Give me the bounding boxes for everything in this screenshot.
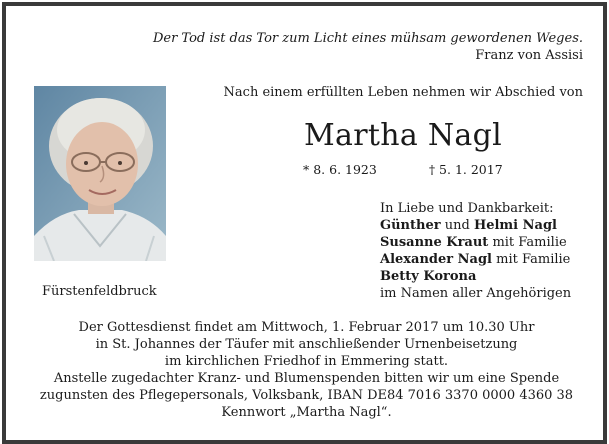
mourner-line [380, 251, 571, 268]
deceased-name: Martha Nagl [304, 118, 502, 153]
service-info [6, 319, 607, 421]
service-line: zugunsten des Pflegepersonals, Volksbank, IBAN DE84 7016 3370 0000 4360 38 [39, 388, 574, 403]
service-line: Anstelle zugedachter Kranz- und Blumenspenden bitten wir um eine Spende [53, 371, 560, 386]
mourner-connector: und [440, 218, 474, 233]
mourner-line [380, 217, 571, 234]
service-line: Kennwort „Martha Nagl“. [221, 405, 392, 420]
mourner-name: Alexander Nagl [380, 252, 492, 267]
mourners-list [380, 200, 571, 302]
obituary-notice [2, 2, 607, 444]
mourner-name: Betty Korona [380, 269, 477, 284]
mourners-heading: In Liebe und Dankbarkeit: [380, 201, 554, 216]
portrait-photo [34, 86, 166, 261]
mourners-closing: im Namen aller Angehörigen [380, 286, 572, 301]
mourner-line [380, 268, 571, 285]
quote-block [153, 30, 583, 64]
intro-text: Nach einem erfüllten Leben nehmen wir Abschied von [223, 85, 583, 100]
service-line: im kirchlichen Friedhof in Emmering statt. [164, 354, 449, 369]
life-dates [303, 162, 503, 177]
mourner-name: Helmi Nagl [473, 218, 557, 233]
mourner-connector: mit Familie [492, 252, 571, 267]
mourner-name: Susanne Kraut [380, 235, 489, 250]
birth-date: * 8. 6. 1923 [303, 162, 377, 177]
place-name: Fürstenfeldbruck [42, 284, 157, 299]
mourner-name: Günther [380, 218, 441, 233]
service-line: in St. Johannes der Täufer mit anschließender Urnenbeisetzung [95, 337, 518, 352]
mourner-connector: mit Familie [488, 235, 567, 250]
service-line: Der Gottesdienst findet am Mittwoch, 1. Februar 2017 um 10.30 Uhr [78, 320, 535, 335]
quote-text: Der Tod ist das Tor zum Licht eines mühsam gewordenen Weges. [152, 31, 583, 46]
mourner-line [380, 234, 571, 251]
death-date: † 5. 1. 2017 [428, 162, 503, 177]
quote-author: Franz von Assisi [475, 48, 583, 63]
